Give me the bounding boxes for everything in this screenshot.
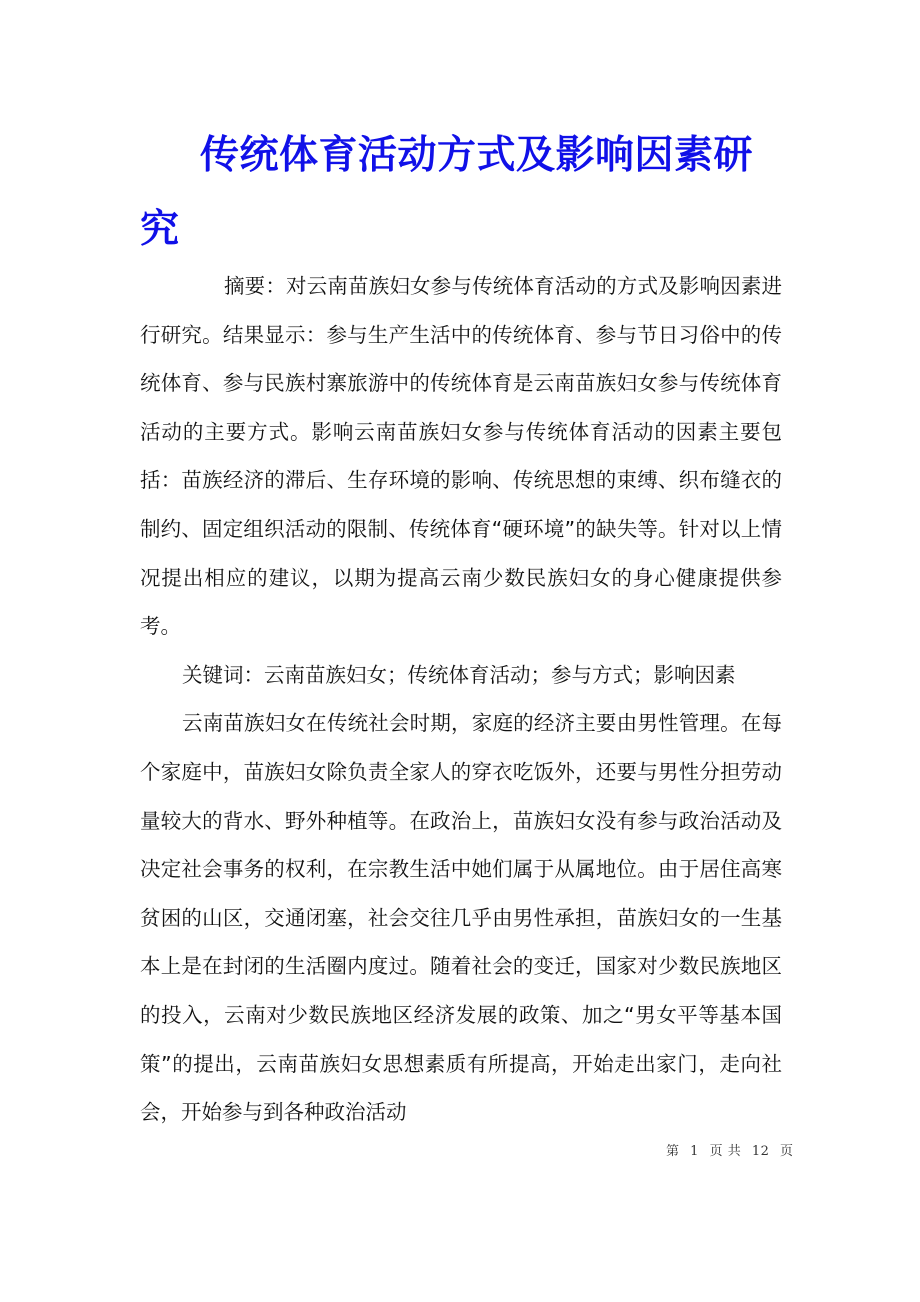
document-body: [140, 262, 782, 1137]
total-pages-number: 12: [751, 1144, 770, 1159]
body-paragraph: 云南苗族妇女在传统社会时期，家庭的经济主要由男性管理。在每个家庭中，苗族妇女除负责全家人的穿衣吃饭外，还要与男性分担劳动量较大的背水、野外种植等。在政治上，苗族妇女没有参与政治活动及决定社会事务的权利，在宗教生活中她们属于从属地位。由于居住高寒贫困的山区，交通闭塞，社会交往几乎由男性承担，苗族妇女的一生基本上是在封闭的生活圈内度过。随着社会的变迁，国家对少数民族地区的投入，云南对少数民族地区经济发展的政策、加之“男女平等基本国策”的提出，云南苗族妇女思想素质有所提高，开始走出家门，走向社会，开始参与到各种政治活动: [140, 711, 782, 1125]
page-number-footer: [666, 1140, 800, 1159]
page-prefix: 第: [666, 1144, 680, 1159]
keywords-paragraph: 关键词：云南苗族妇女；传统体育活动；参与方式；影响因素: [182, 662, 736, 687]
page-suffix: 页: [780, 1144, 794, 1159]
current-page-number: 1: [690, 1144, 699, 1159]
document-title: 传统体育活动方式及影响因素研究: [140, 132, 754, 252]
page-mid-text: 页 共: [709, 1144, 742, 1159]
abstract-paragraph: 摘要：对云南苗族妇女参与传统体育活动的方式及影响因素进行研究。结果显示：参与生产生活中的传统体育、参与节日习俗中的传统体育、参与民族村寨旅游中的传统体育是云南苗族妇女参与传统体育活动的主要方式。影响云南苗族妇女参与传统体育活动的因素主要包括：苗族经济的滞后、生存环境的影响、传统思想的束缚、织布缝衣的制约、固定组织活动的限制、传统体育“硬环境”的缺失等。针对以上情况提出相应的建议，以期为提高云南少数民族妇女的身心健康提供参考。: [140, 274, 782, 639]
